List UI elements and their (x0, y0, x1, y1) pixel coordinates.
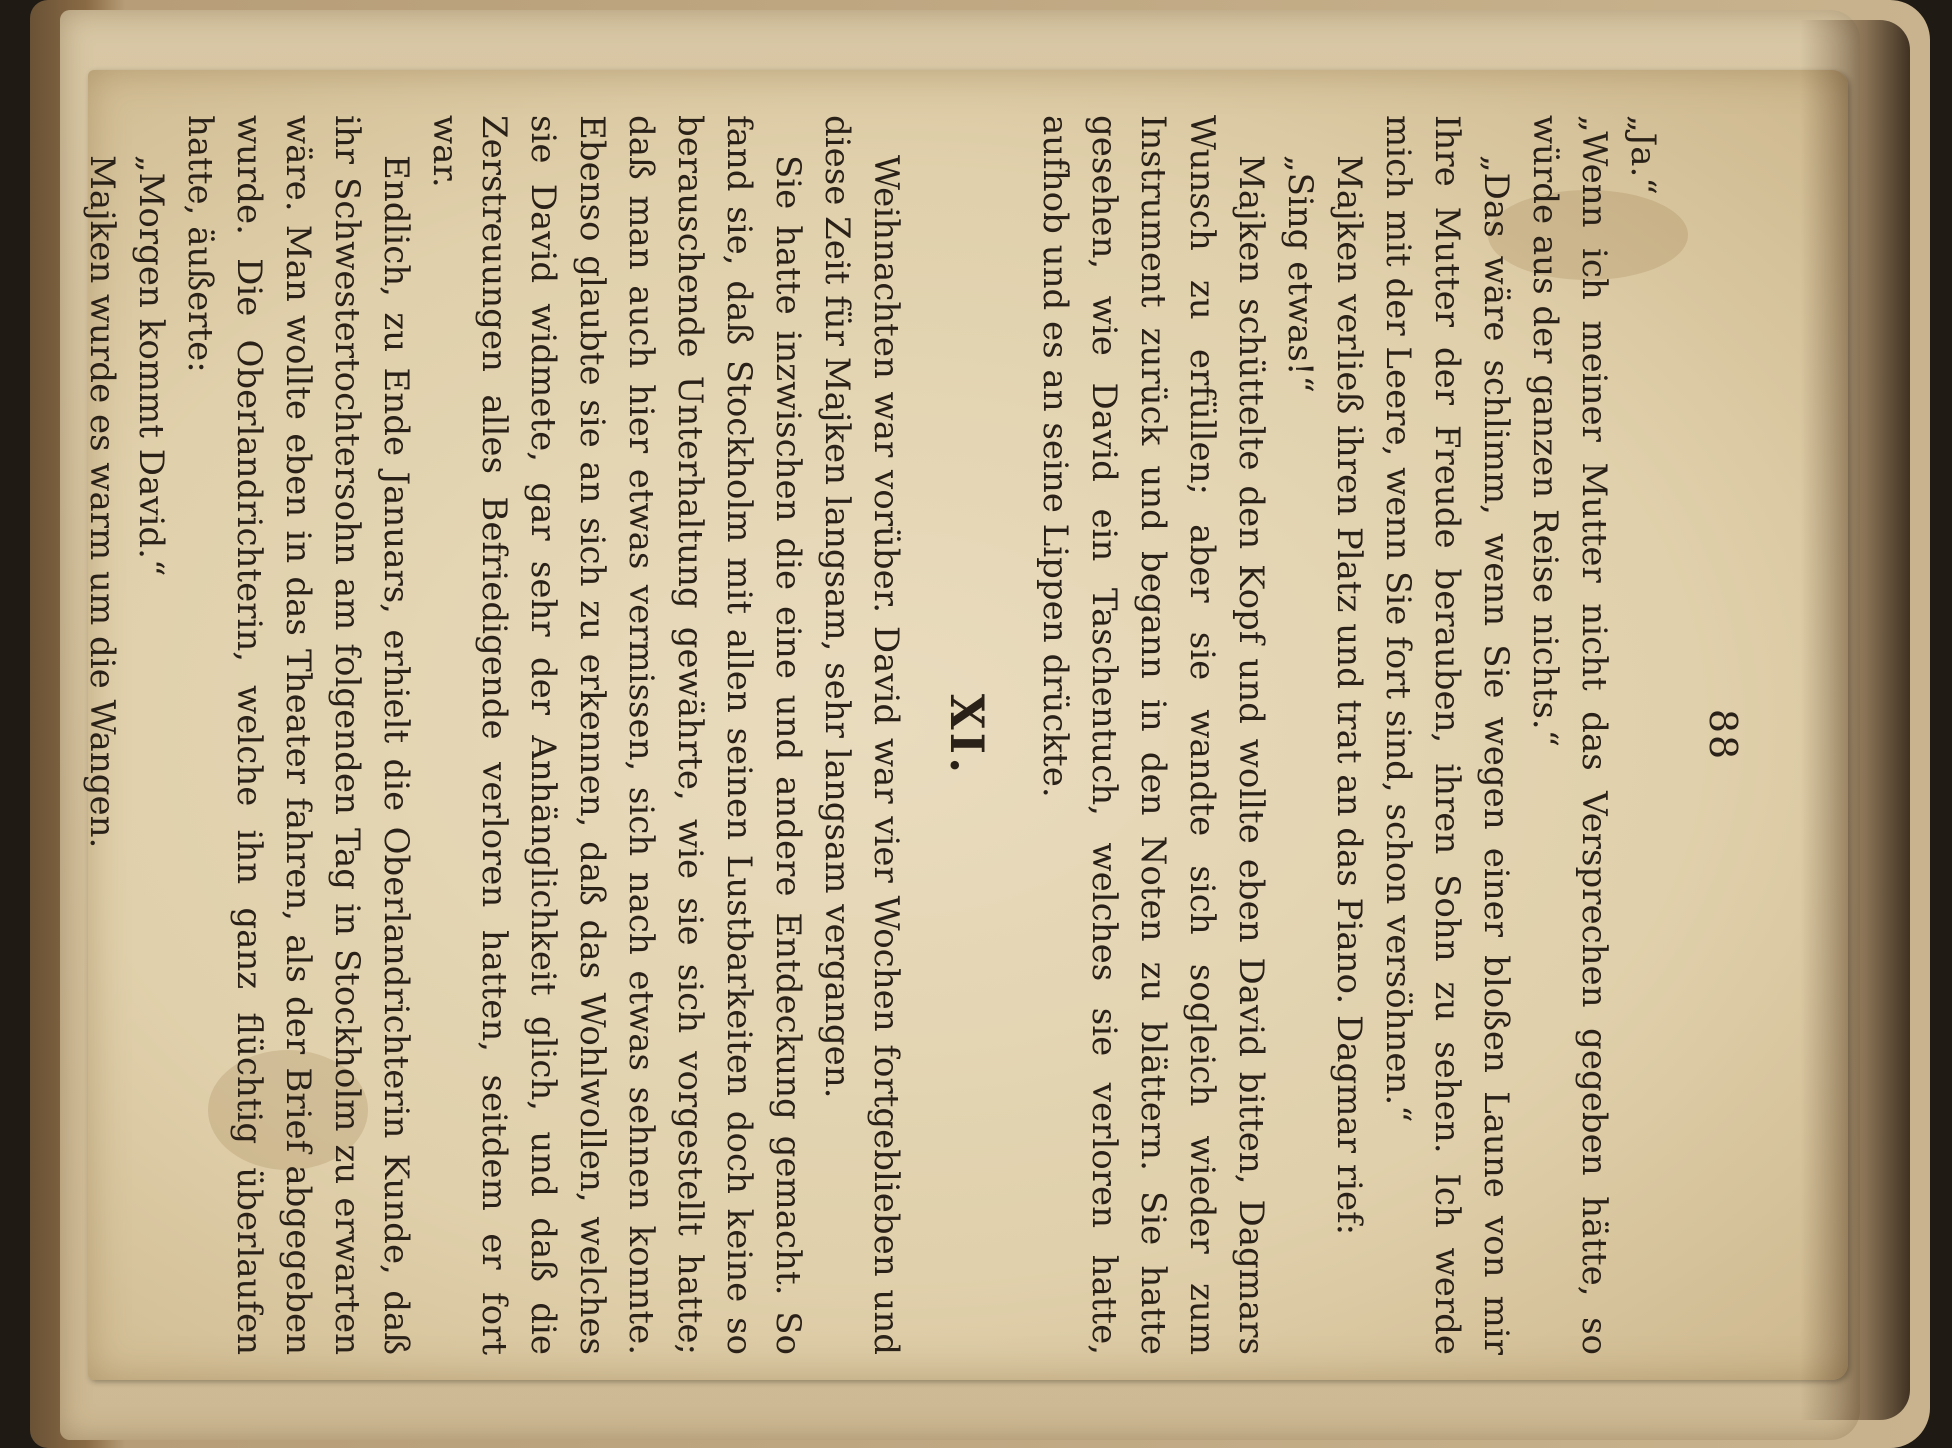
paragraph: Sie hatte inzwischen die eine und andere Entdeckung gemacht. So fand sie, daß Stockholm mit allen seinen Lustbarkeiten doch keine so berauschende Unterhaltung gewährte, wie sie sich vorgestellt hatte; daß man auch hier etwas vermissen, sich nach etwas sehnen konnte. Ebenso glaubte sie an sich zu erkennen, daß das Wohlwollen, welches sie David widmete, gar sehr der Anhänglichkeit glich, und daß die Zerstreuungen alles Befriedigende verloren hatten, seitdem er fort war. (425, 115, 808, 1355)
paragraph: „Das wäre schlimm, wenn Sie wegen einer bloßen Laune von mir Ihre Mutter der Freude berauben, ihren Sohn zu sehen. Ich werde mich mit der Leere, wenn Sie fort sind, schon versöhnen.“ (1378, 115, 1516, 1355)
paragraph: Weihnachten war vorüber. David war vier Wochen fortgeblieben und diese Zeit für Majken langsam, sehr langsam vergangen. (817, 115, 906, 1355)
paragraph: „Ja.“ (1623, 115, 1663, 195)
paragraph: Majken schüttelte den Kopf und wollte eben David bitten, Dagmars Wunsch zu erfüllen; aber sie wandte sich sogleich wieder zum Instrument zurück und begann in den Noten zu blättern. Sie hatte gesehen, wie David ein Taschentuch, welches sie verloren hatte, aufhob und es an seine Lippen drückte. (1035, 115, 1271, 1355)
paragraph: Majken wurde es warm um die Wangen. (82, 155, 122, 849)
book-gutter (1800, 20, 1910, 1420)
page-number: 88 (1701, 708, 1745, 762)
paragraph: „Wenn ich meiner Mutter nicht das Versprechen gegeben hätte, so würde aus der ganzen Reise nichts.“ (1525, 115, 1614, 1355)
paragraph: „Morgen kommt David.“ (131, 155, 171, 577)
rotated-text-block (82, 115, 1745, 1355)
paragraph: „Sing etwas!“ (1280, 155, 1320, 393)
paragraph: Majken verließ ihren Platz und trat an das Piano. Dagmar rief: (1329, 155, 1369, 1236)
chapter-heading: XI. (940, 693, 994, 777)
paragraph: Endlich, zu Ende Januars, erhielt die Oberlandrichterin Kunde, daß ihr Schwestertochtersohn am folgenden Tag in Stockholm zu erwarten wäre. Man wollte eben in das Theater fahren, als der Brief abgegeben wurde. Die Oberlandrichterin, welche ihn ganz flüchtig überlaufen hatte, äußerte: (180, 115, 416, 1355)
